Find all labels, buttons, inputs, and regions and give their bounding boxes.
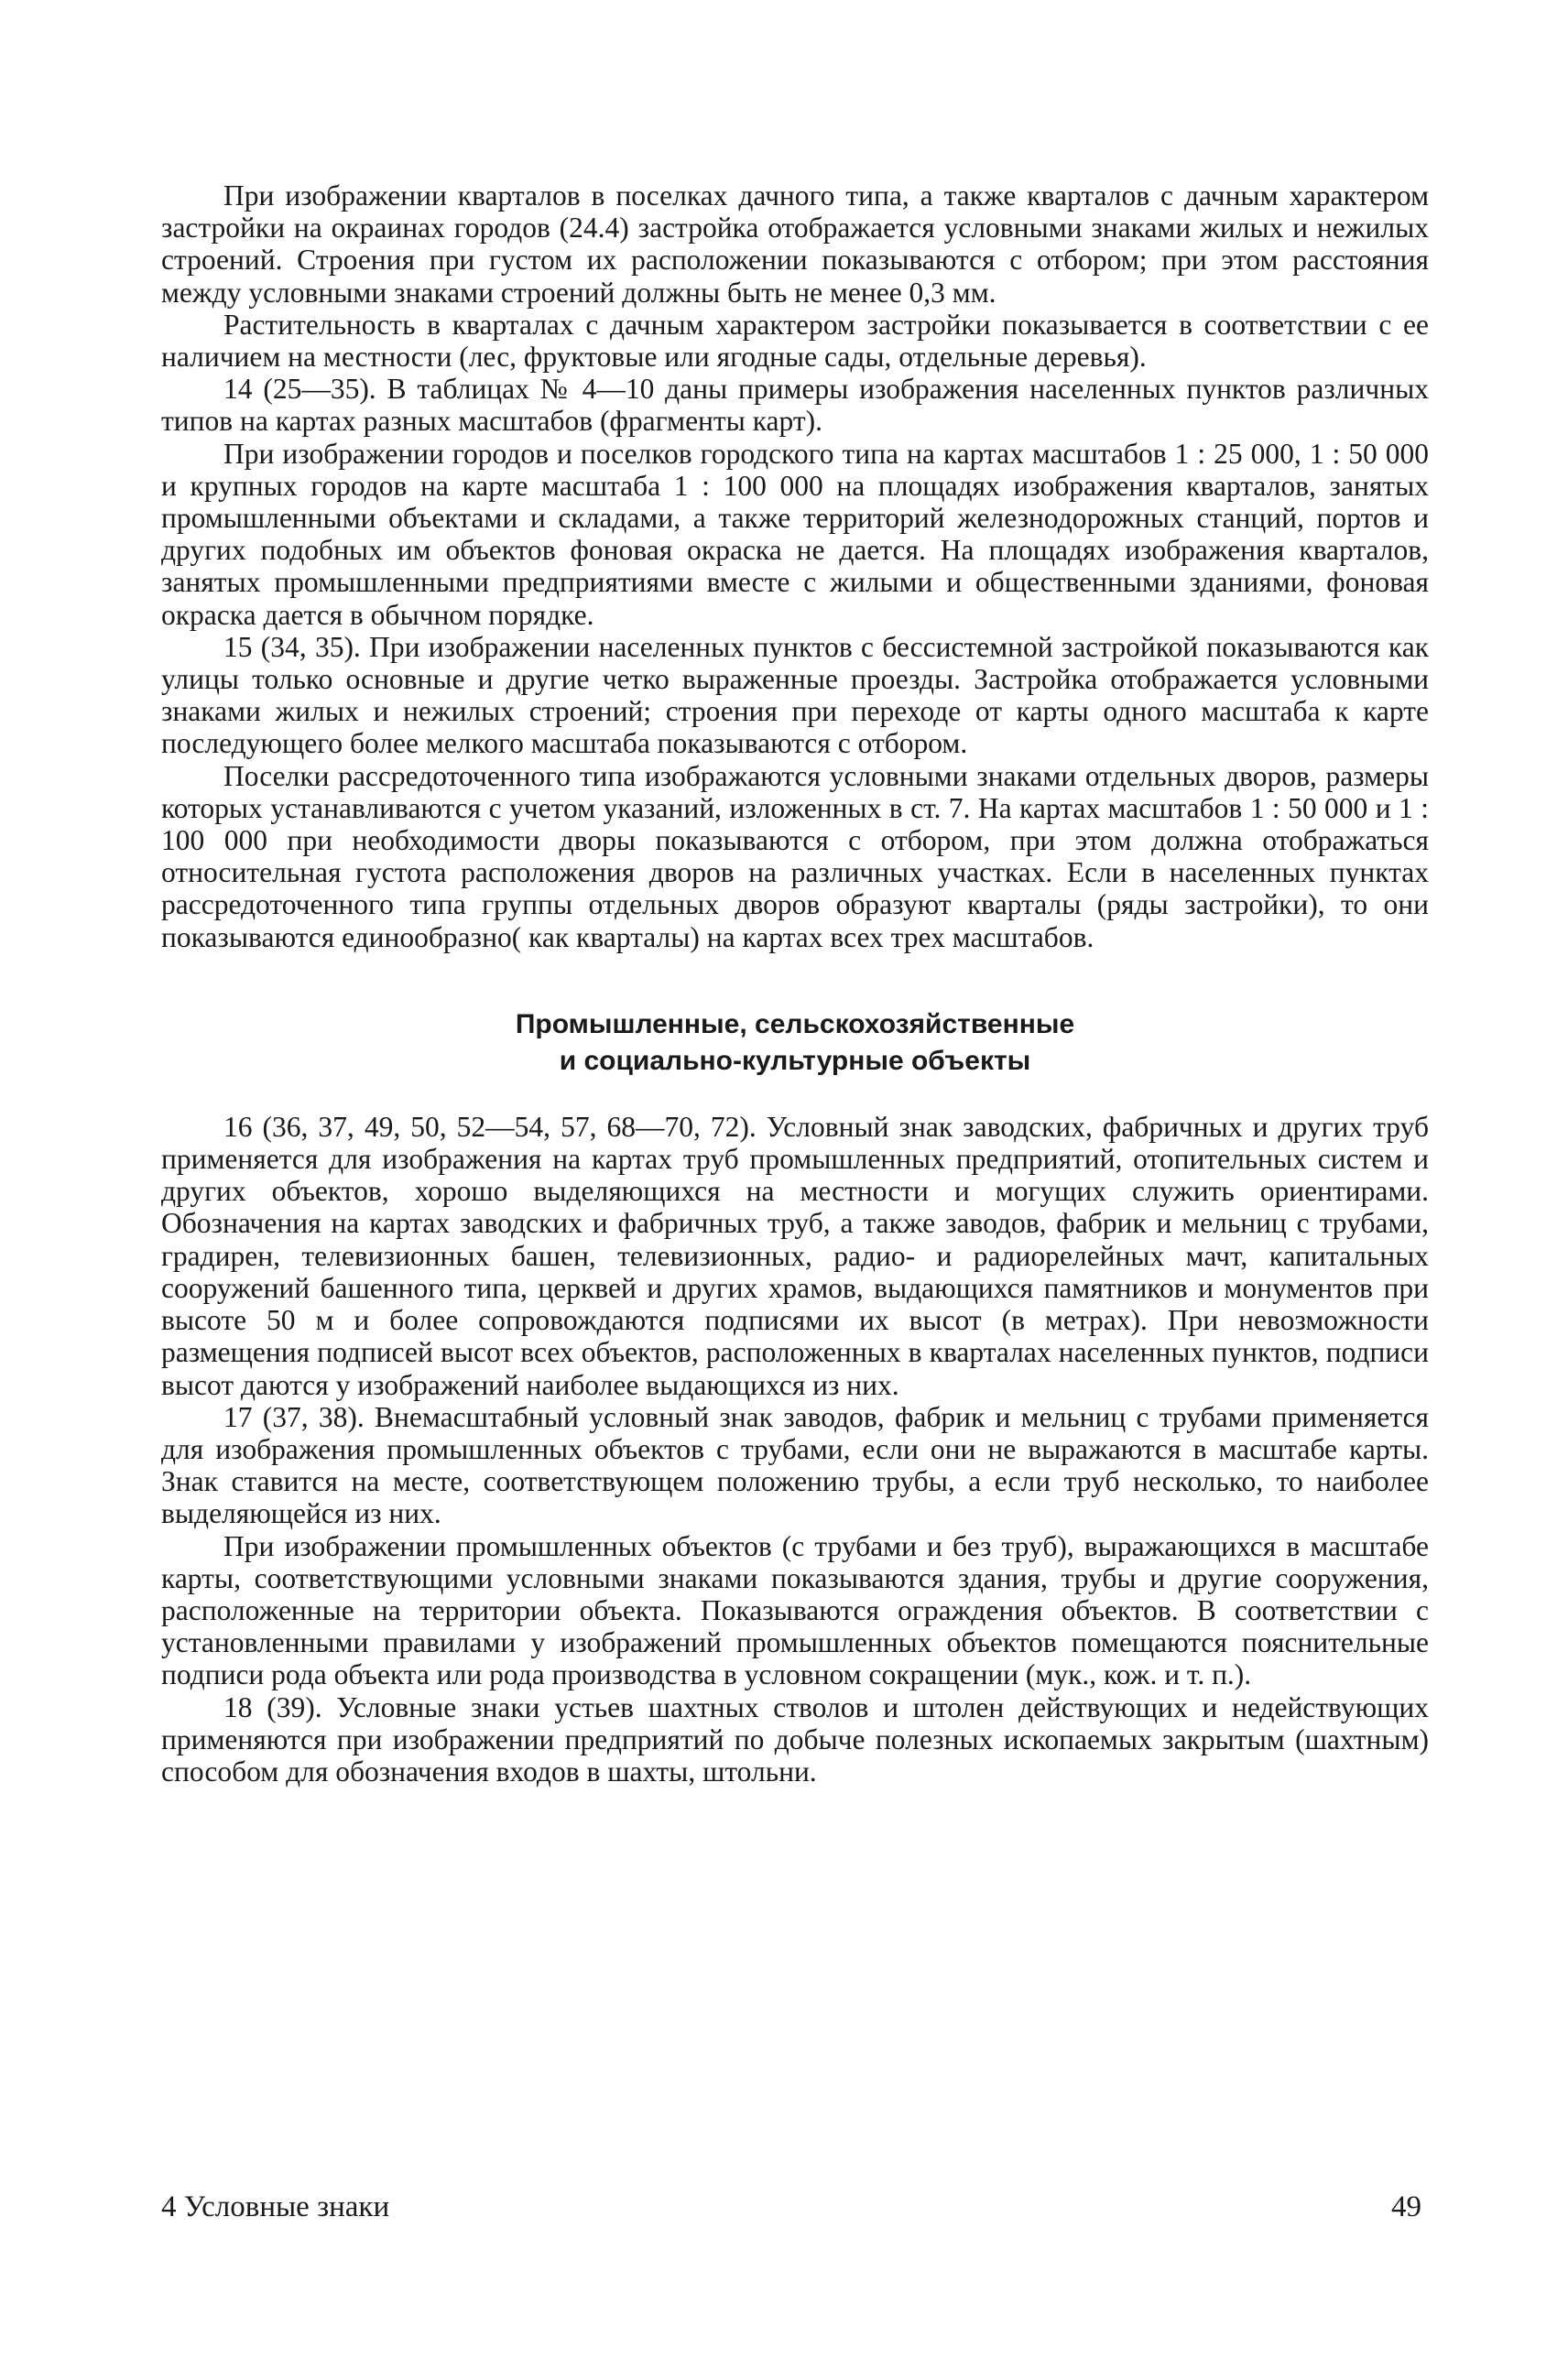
page-number: 49 — [1391, 2190, 1421, 2223]
paragraph: Поселки рассредоточенного типа изображаются условными знаками отдельных дворов, размеры которых устанавливаются с учетом указаний, изложенных в ст. 7. На картах масштабов 1 : 50 000 и 1 : 100 000 при необходимости дворы показываются с отбором, при этом должна отображаться относительная густота расположения дворов на различных участках. Если в населенных пунктах рассредоточенного типа группы отдельных дворов образуют кварталы (ряды застройки), то они показываются единообразно( как кварталы) на картах всех трех масштабов. — [161, 759, 1429, 953]
section-heading-line-2: и социально-культурные объекты — [559, 1045, 1031, 1076]
paragraph: Растительность в кварталах с дачным характером застройки показывается в соответствии с ее наличием на местности (лес, фруктовые или ягодные сады, отдельные деревья). — [161, 308, 1429, 374]
section-heading-line-1: Промышленные, сельскохозяйственные — [515, 1008, 1075, 1039]
paragraph: При изображении городов и поселков городского типа на картах масштабов 1 : 25 000, 1 : 50 000 и крупных городов на карте масштаба 1 : 100 000 на площадях изображения кварталов, занятых промышленными объектами и складами, а также территорий железнодорожных станций, портов и других подобных им объектов фоновая окраска не дается. На площадях изображения кварталов, занятых промышленными предприятиями вместе с жилыми и общественными зданиями, фоновая окраска дается в обычном порядке. — [161, 437, 1429, 631]
body-text — [161, 179, 1429, 1788]
paragraph: 15 (34, 35). При изображении населенных пунктов с бессистемной застройкой показываются как улицы только основные и другие четко выраженные проезды. Застройка отображается условными знаками жилых и нежилых строений; строения при переходе от карты одного масштаба к карте последующего более мелкого масштаба показываются с отбором. — [161, 630, 1429, 760]
section-heading — [161, 1006, 1429, 1080]
paragraph: При изображении промышленных объектов (с трубами и без труб), выражающихся в масштабе карты, соответствующими условными знаками показываются здания, трубы и другие сооружения, расположенные на территории объекта. Показываются ограждения объектов. В соответствии с установленными правилами у изображений промышленных объектов помещаются пояснительные подписи рода объекта или рода производства в условном сокращении (мук., кож. и т. п.). — [161, 1529, 1429, 1691]
paragraph: 16 (36, 37, 49, 50, 52—54, 57, 68—70, 72). Условный знак заводских, фабричных и других труб применяется для изображения на картах труб промышленных предприятий, отопительных систем и других объектов, хорошо выделяющихся на местности и могущих служить ориентирами. Обозначения на картах заводских и фабричных труб, а также заводов, фабрик и мельниц с трубами, градирен, телевизионных башен, телевизионных, радио- и радиорелейных мачт, капитальных сооружений башенного типа, церквей и других храмов, выдающихся памятников и монументов при высоте 50 м и более сопровождаются подписями их высот (в метрах). При невозможности размещения подписей высот всех объектов, расположенных в кварталах населенных пунктов, подписи высот даются у изображений наиболее выдающихся из них. — [161, 1110, 1429, 1401]
printer-signature: 4 Условные знаки — [161, 2190, 390, 2223]
paragraph: 18 (39). Условные знаки устьев шахтных стволов и штолен действующих и недействующих применяются при изображении предприятий по добыче полезных ископаемых закрытым (шахтным) способом для обозначения входов в шахты, штольни. — [161, 1690, 1429, 1788]
paragraph: 14 (25—35). В таблицах № 4—10 даны примеры изображения населенных пунктов различных типов на картах разных масштабов (фрагменты карт). — [161, 373, 1429, 438]
paragraph: 17 (37, 38). Внемасштабный условный знак заводов, фабрик и мельниц с трубами применяется для изображения промышленных объектов с трубами, если они не выражаются в масштабе карты. Знак ставится на месте, соответствующем положению трубы, а если труб несколько, то наиболее выделяющейся из них. — [161, 1400, 1429, 1530]
paragraph: При изображении кварталов в поселках дачного типа, а также кварталов с дачным характером застройки на окраинах городов (24.4) застройка отображается условными знаками жилых и нежилых строений. Строения при густом их расположении показываются с отбором; при этом расстояния между условными знаками строений должны быть не менее 0,3 мм. — [161, 179, 1429, 309]
